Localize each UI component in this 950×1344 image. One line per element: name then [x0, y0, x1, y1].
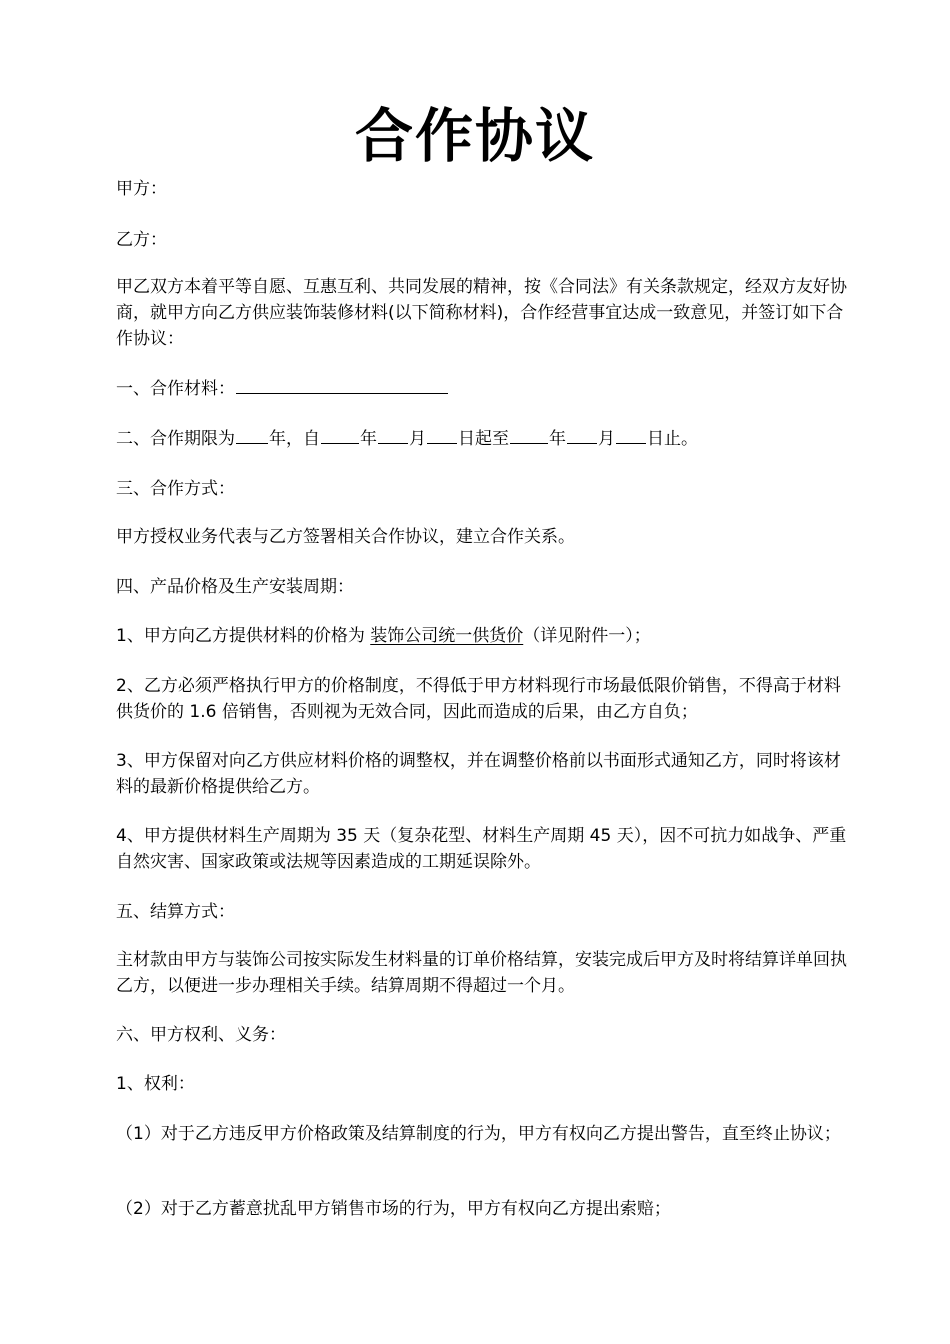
section-6-item-2: （2）对于乙方蓄意扰乱甲方销售市场的行为，甲方有权向乙方提出索赔； — [116, 1199, 671, 1219]
section-1-label: 一、合作材料： — [116, 379, 235, 399]
section-2-term — [116, 425, 851, 452]
start-day-blank — [427, 425, 457, 444]
term-text-2: 年，自 — [269, 429, 320, 449]
item-1-suffix: （详见附件一）； — [523, 626, 651, 646]
start-year-blank — [321, 425, 359, 444]
intro-paragraph: 甲乙双方本着平等自愿、互惠互利、共同发展的精神，按《合同法》有关条款规定，经双方友好协商，就甲方向乙方供应装饰装修材料(以下简称材料)，合作经营事宜达成一致意见，并签订如下合作协议： — [116, 277, 847, 349]
section-1-cooperation-materials — [116, 375, 851, 402]
term-text-5: 日起至 — [458, 429, 509, 449]
section-4-item-1 — [116, 623, 851, 649]
party-b-line: 乙方： — [116, 230, 167, 250]
end-day-blank — [616, 425, 646, 444]
term-text-1: 二、合作期限为 — [116, 429, 235, 449]
start-month-blank — [378, 425, 408, 444]
section-3-heading: 三、合作方式： — [116, 479, 235, 499]
document-title: 合作协议 — [354, 102, 595, 170]
item-1-prefix: 1、甲方向乙方提供材料的价格为 — [116, 626, 371, 646]
end-month-blank — [567, 425, 597, 444]
term-years-blank — [236, 425, 268, 444]
end-year-blank — [510, 425, 548, 444]
section-4-item-4: 4、甲方提供材料生产周期为 35 天（复杂花型、材料生产周期 45 天），因不可抗力如战争、严重自然灾害、国家政策或法规等因素造成的工期延误除外。 — [116, 826, 847, 872]
party-a-line: 甲方： — [116, 179, 167, 199]
section-6-item-1: （1）对于乙方违反甲方价格政策及结算制度的行为，甲方有权向乙方提出警告，直至终止协议； — [116, 1124, 841, 1144]
section-4-item-3: 3、甲方保留对向乙方供应材料价格的调整权，并在调整价格前以书面形式通知乙方，同时将该材料的最新价格提供给乙方。 — [116, 751, 841, 797]
section-4-item-2: 2、乙方必须严格执行甲方的价格制度，不得低于甲方材料现行市场最低限价销售，不得高于材料供货价的 1.6 倍销售，否则视为无效合同，因此而造成的后果，由乙方自负； — [116, 676, 841, 722]
section-6-sub-rights: 1、权利： — [116, 1074, 195, 1094]
section-5-body: 主材款由甲方与装饰公司按实际发生材料量的订单价格结算，安装完成后甲方及时将结算详单回执乙方，以便进一步办理相关手续。结算周期不得超过一个月。 — [116, 950, 847, 996]
term-text-4: 月 — [409, 429, 426, 449]
term-text-7: 月 — [598, 429, 615, 449]
section-6-heading: 六、甲方权利、义务： — [116, 1025, 286, 1045]
term-text-3: 年 — [360, 429, 377, 449]
item-1-underlined-price: 装饰公司统一供货价 — [370, 626, 524, 646]
section-5-heading: 五、结算方式： — [116, 902, 235, 922]
term-text-6: 年 — [549, 429, 566, 449]
materials-blank — [236, 375, 448, 394]
section-4-heading: 四、产品价格及生产安装周期： — [116, 577, 354, 597]
term-text-8: 日止。 — [647, 429, 698, 449]
section-3-body: 甲方授权业务代表与乙方签署相关合作协议，建立合作关系。 — [116, 527, 575, 547]
